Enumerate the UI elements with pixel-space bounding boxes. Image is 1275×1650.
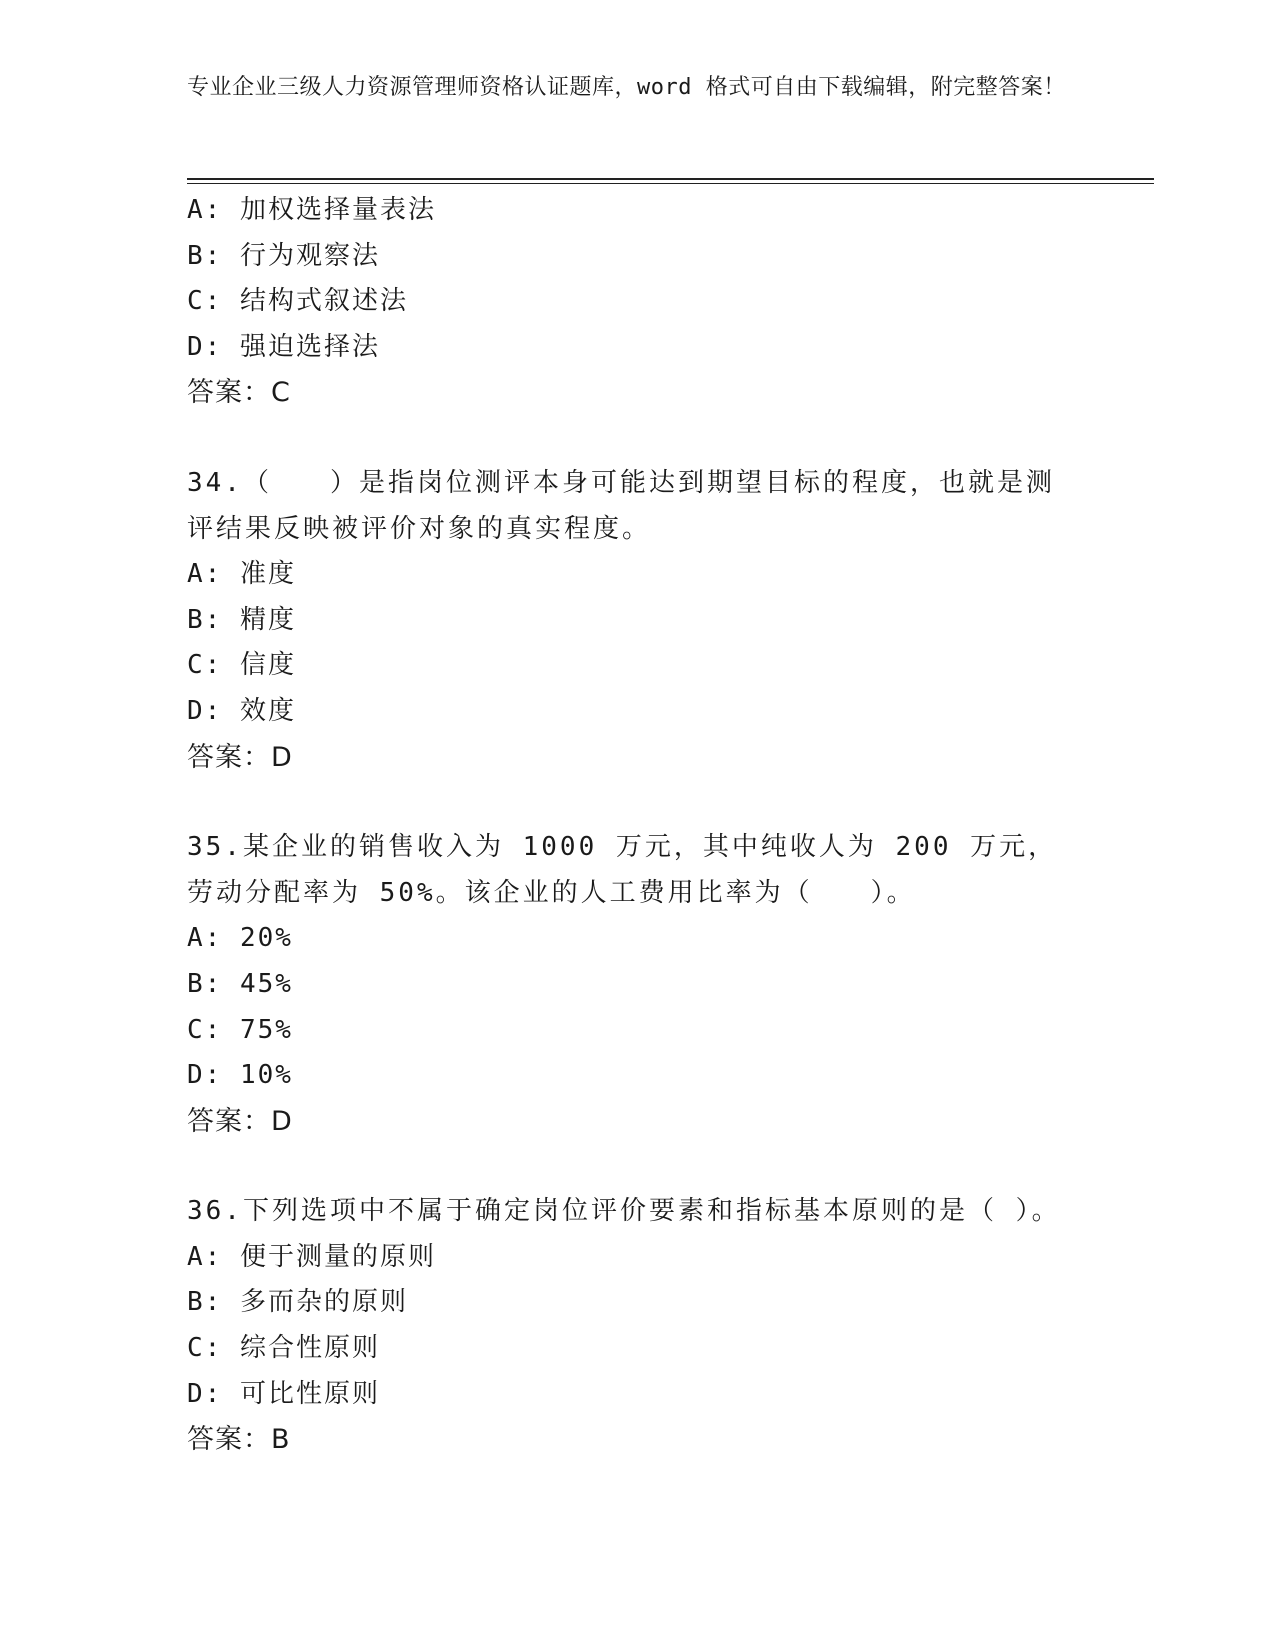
header-note: 专业企业三级人力资源管理师资格认证题库，word 格式可自由下载编辑，附完整答案！ <box>187 75 1066 100</box>
option-d: D: 效度 <box>187 695 296 726</box>
option-c: C: 75% <box>187 1014 293 1045</box>
answer-line: 答案：C <box>187 377 291 409</box>
answer-line: 答案：D <box>187 1105 293 1137</box>
option-c: C: 信度 <box>187 650 296 681</box>
question-block-prev <box>187 188 1087 416</box>
question-stem: 34.（ ）是指岗位测评本身可能达到期望目标的程度，也就是测评结果反映被评价对象的真实程度。 <box>187 467 1055 544</box>
option-a: A: 便于测量的原则 <box>187 1241 436 1272</box>
question-block-36 <box>187 1189 1087 1463</box>
answer-line: 答案：D <box>187 741 293 773</box>
option-b: B: 多而杂的原则 <box>187 1287 408 1318</box>
option-b: B: 行为观察法 <box>187 240 380 271</box>
option-d: D: 可比性原则 <box>187 1378 380 1409</box>
spacer <box>187 416 1087 461</box>
option-a: A: 加权选择量表法 <box>187 195 436 225</box>
spacer <box>187 1144 1087 1189</box>
question-stem: 36.下列选项中不属于确定岗位评价要素和指标基本原则的是（ ）。 <box>187 1196 1061 1227</box>
question-stem: 35.某企业的销售收入为 1000 万元，其中纯收人为 200 万元，劳动分配率为 50%。该企业的人工费用比率为（ ）。 <box>187 832 1058 908</box>
option-b: B: 精度 <box>187 604 296 635</box>
header-divider <box>187 178 1154 184</box>
option-d: D: 强迫选择法 <box>187 331 380 362</box>
question-block-34 <box>187 461 1087 780</box>
option-d: D: 10% <box>187 1060 293 1091</box>
question-block-35 <box>187 825 1087 1144</box>
question-list <box>187 188 1087 1463</box>
option-b: B: 45% <box>187 968 293 999</box>
option-c: C: 综合性原则 <box>187 1333 380 1364</box>
spacer <box>187 780 1087 825</box>
option-a: A: 20% <box>187 923 293 954</box>
option-c: C: 结构式叙述法 <box>187 286 408 317</box>
option-a: A: 准度 <box>187 559 296 590</box>
answer-line: 答案：B <box>187 1424 291 1456</box>
